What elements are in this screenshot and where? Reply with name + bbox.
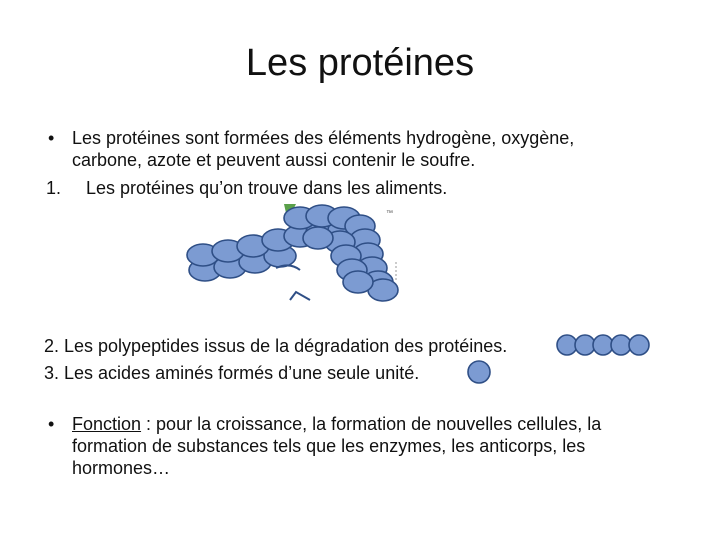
bullet-marker: • [48,128,55,148]
bullet2-line3: hormones… [72,458,171,478]
bullet1-line2: carbone, azote et peuvent aussi contenir le soufre. [72,150,476,170]
amino-acid-icon [468,361,490,383]
bullet2-line1-rest: : pour la croissance, la formation de nouvelles cellules, la [141,414,602,434]
polypeptide-icon [557,335,649,355]
bullet1-line1: Les protéines sont formées des éléments hydrogène, oxygène, [72,128,575,148]
item2-text: 2. Les polypeptides issus de la dégradation des protéines. [44,336,508,356]
bullet-marker: • [48,414,55,434]
bullet2-line1 [72,414,601,435]
fonction-keyword: Fonction [72,414,142,434]
bullet2-line2: formation de substances tels que les enzymes, les anticorps, les [72,436,586,456]
tiny-mark: ™ [386,210,393,217]
item1-marker: 1. [46,178,62,198]
item3-text: 3. Les acides aminés formés d’une seule unité. [44,363,420,383]
item1-text: Les protéines qu’on trouve dans les aliments. [86,178,448,198]
protein-chain-right [303,215,398,301]
slide-title: Les protéines [245,42,475,84]
